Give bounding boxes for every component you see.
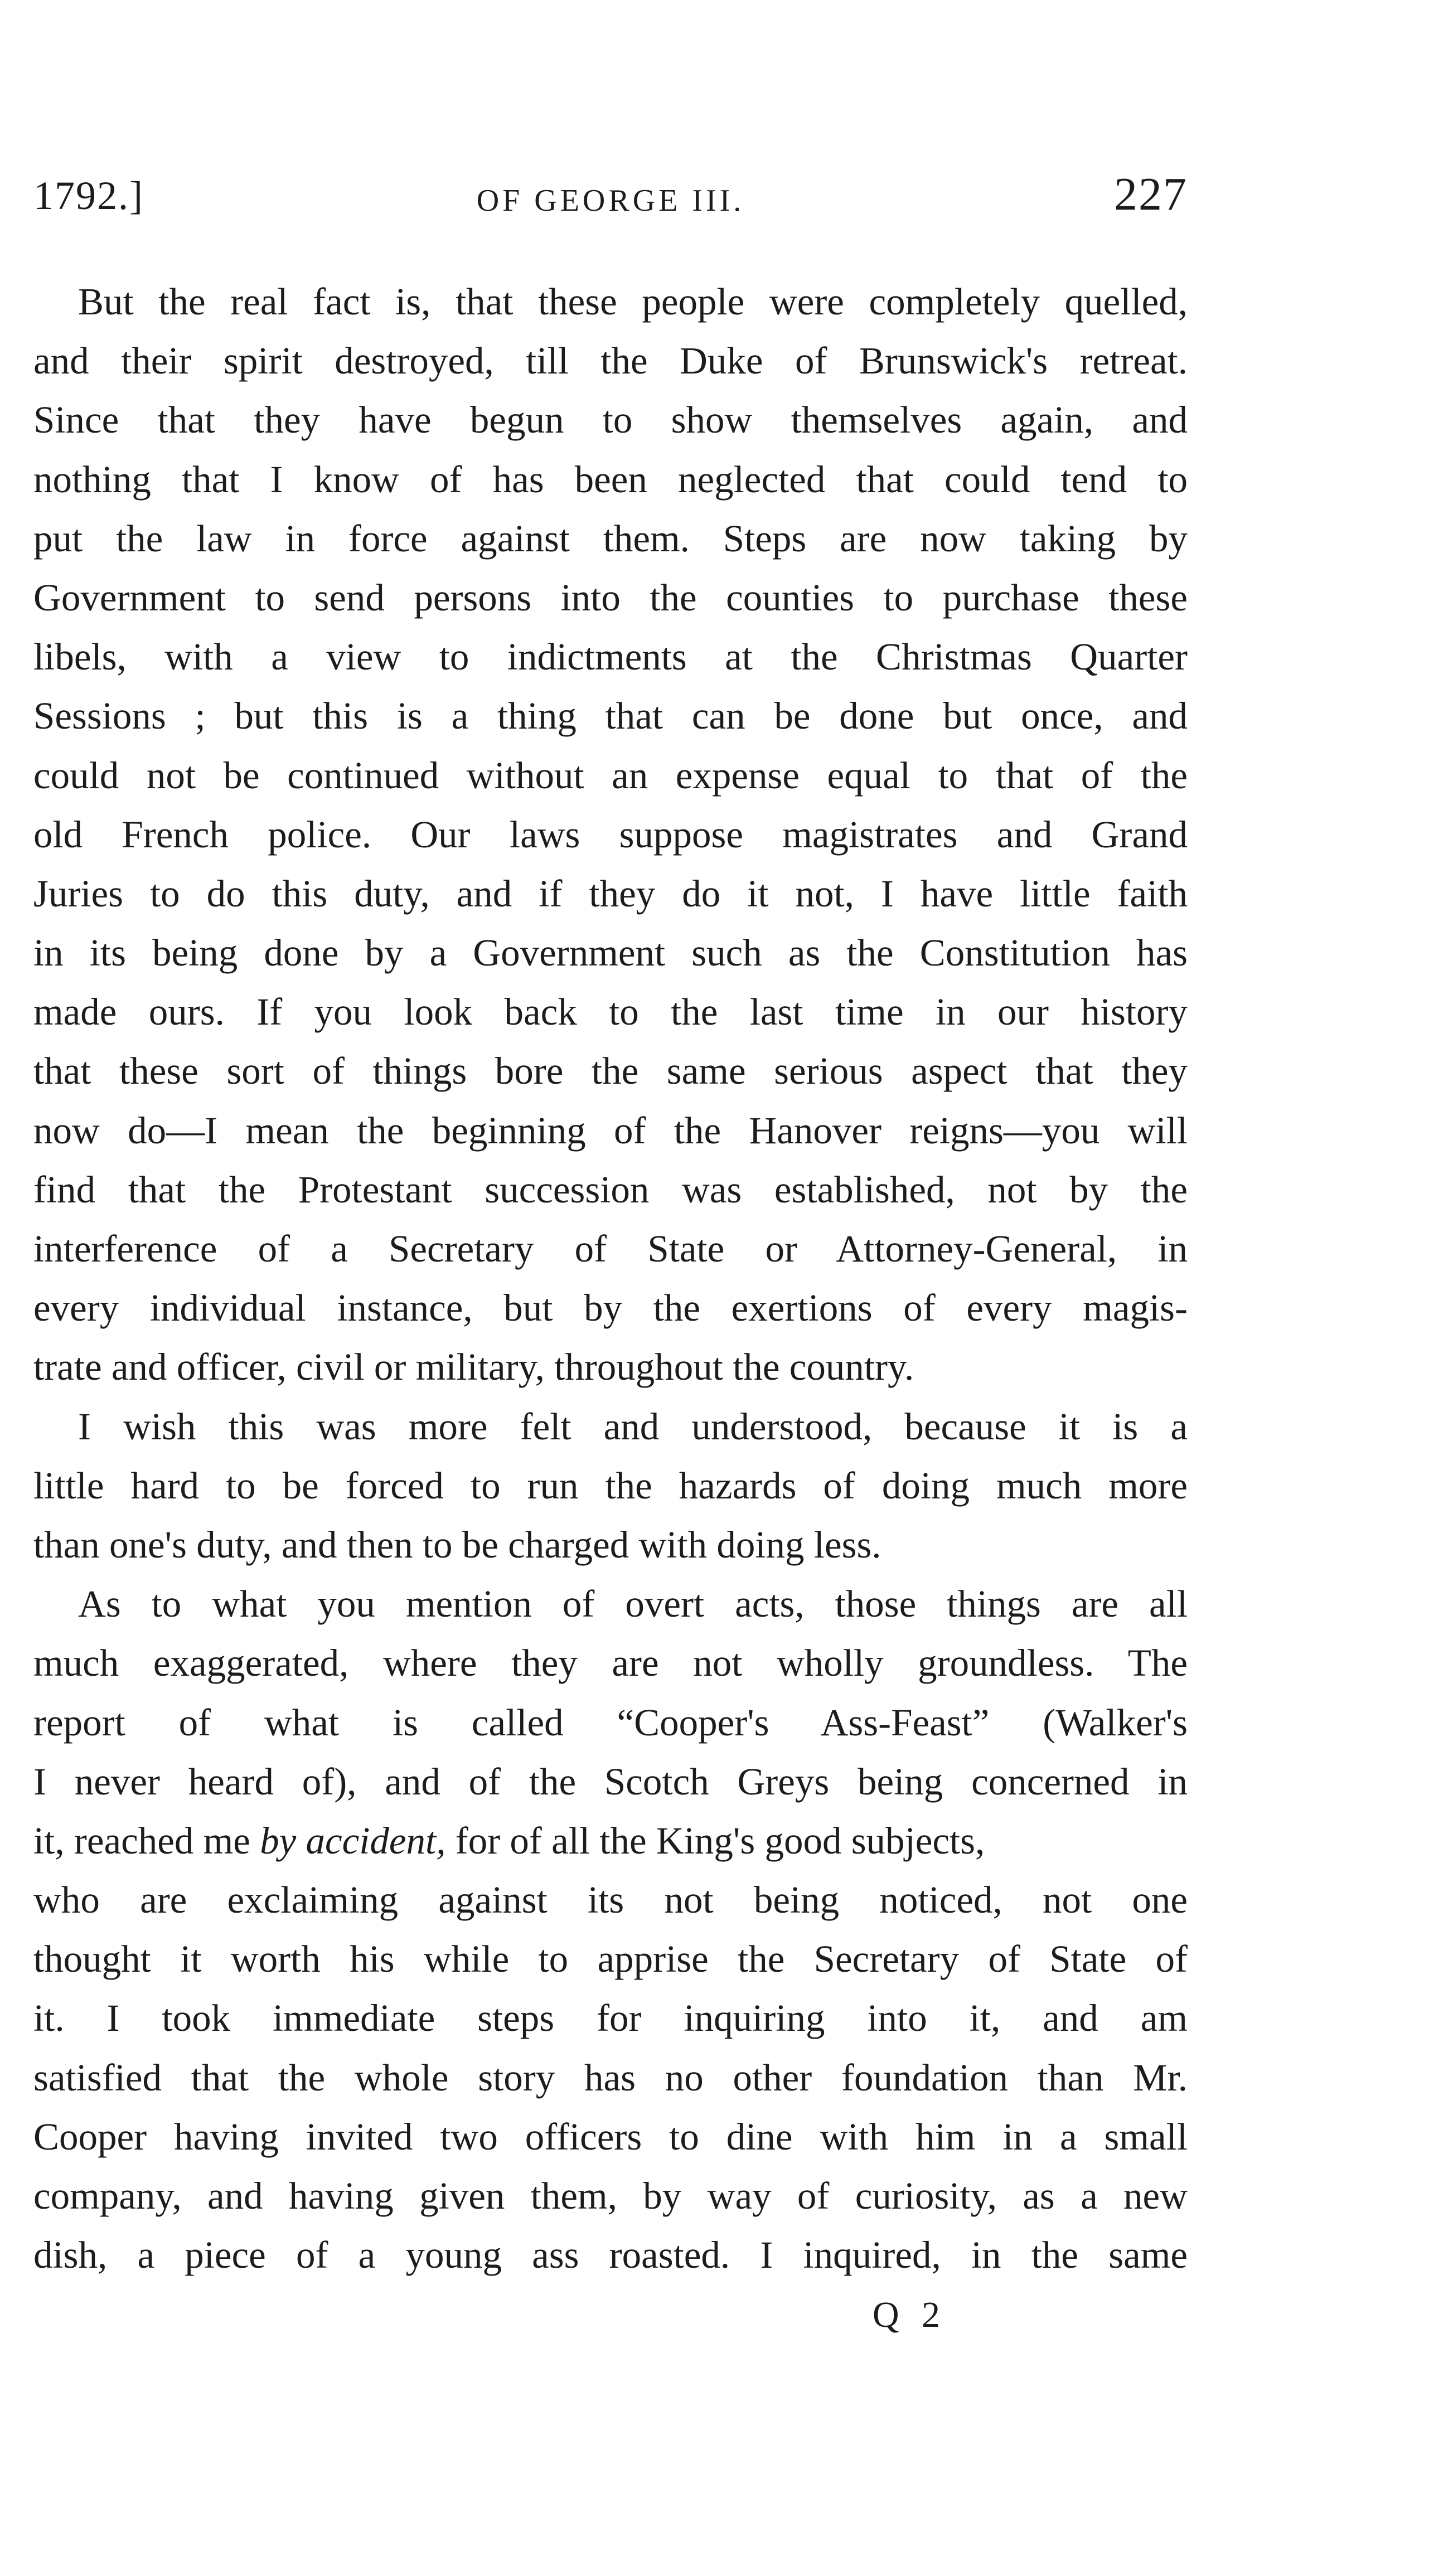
text-line: thought it worth his while to apprise the Secretary of State of [33, 1938, 1188, 1981]
text-line: trate and officer, civil or military, throughout the country. [33, 1346, 914, 1389]
text-run: for of all the King's good subjects, [445, 1819, 985, 1862]
text-line: little hard to be forced to run the hazards of doing much more [33, 1464, 1188, 1507]
text-run: it, reached me [33, 1819, 260, 1862]
text-line: company, and having given them, by way of curiosity, as a new [33, 2175, 1188, 2217]
text-line: Since that they have begun to show themselves again, and [33, 399, 1188, 442]
running-head [33, 167, 1188, 229]
running-head-title: OF GEORGE III. [476, 183, 745, 218]
text-line: made ours. If you look back to the last time in our history [33, 991, 1188, 1034]
text-line: I never heard of), and of the Scotch Greys being concerned in [33, 1760, 1188, 1803]
text-line: put the law in force against them. Steps are now taking by [33, 517, 1188, 560]
text-line: find that the Protestant succession was established, not by the [33, 1168, 1188, 1211]
text-line: Cooper having invited two officers to dine with him in a small [33, 2115, 1188, 2158]
text-line: libels, with a view to indictments at the Christmas Quarter [33, 635, 1188, 678]
signature-mark: Q 2 [873, 2294, 947, 2335]
text-line: Juries to do this duty, and if they do it not, I have little faith [33, 872, 1188, 915]
text-line: dish, a piece of a young ass roasted. I inquired, in the same [33, 2234, 1188, 2277]
text-line: much exaggerated, where they are not wholly groundless. The [33, 1642, 1188, 1685]
text-line: satisfied that the whole story has no other foundation than Mr. [33, 2056, 1188, 2099]
text-line: could not be continued without an expense equal to that of the [33, 754, 1188, 797]
text-line: than one's duty, and then to be charged with doing less. [33, 1523, 881, 1566]
italic-phrase: by accident, [260, 1819, 446, 1862]
text-line: Sessions ; but this is a thing that can be done but once, and [33, 695, 1188, 738]
text-line: But the real fact is, that these people were completely quelled, [78, 280, 1188, 323]
text-line: in its being done by a Government such as the Constitution has [33, 932, 1188, 974]
text-line: report of what is called “Cooper's Ass-Feast” (Walker's [33, 1701, 1188, 1744]
text-line-with-italic [33, 1811, 1188, 1870]
text-line: I wish this was more felt and understood, because it is a [78, 1405, 1188, 1448]
text-line: it. I took immediate steps for inquiring into it, and am [33, 1997, 1188, 2040]
text-line: every individual instance, but by the exertions of every magis- [33, 1287, 1188, 1330]
text-line: old French police. Our laws suppose magistrates and Grand [33, 813, 1188, 856]
text-line: now do—I mean the beginning of the Hanover reigns—you will [33, 1109, 1188, 1152]
text-line: and their spirit destroyed, till the Duke of Brunswick's retreat. [33, 339, 1188, 382]
text-line: Government to send persons into the counties to purchase these [33, 576, 1188, 619]
text-line: interference of a Secretary of State or Attorney-General, in [33, 1228, 1188, 1270]
text-line: that these sort of things bore the same serious aspect that they [33, 1050, 1188, 1093]
text-line: nothing that I know of has been neglected that could tend to [33, 458, 1188, 501]
text-line: As to what you mention of overt acts, those things are all [78, 1583, 1188, 1626]
body-text [33, 272, 1188, 2284]
text-line: who are exclaiming against its not being noticed, not one [33, 1879, 1188, 1922]
running-head-year: 1792.] [33, 173, 144, 218]
page-number: 227 [1114, 168, 1188, 220]
